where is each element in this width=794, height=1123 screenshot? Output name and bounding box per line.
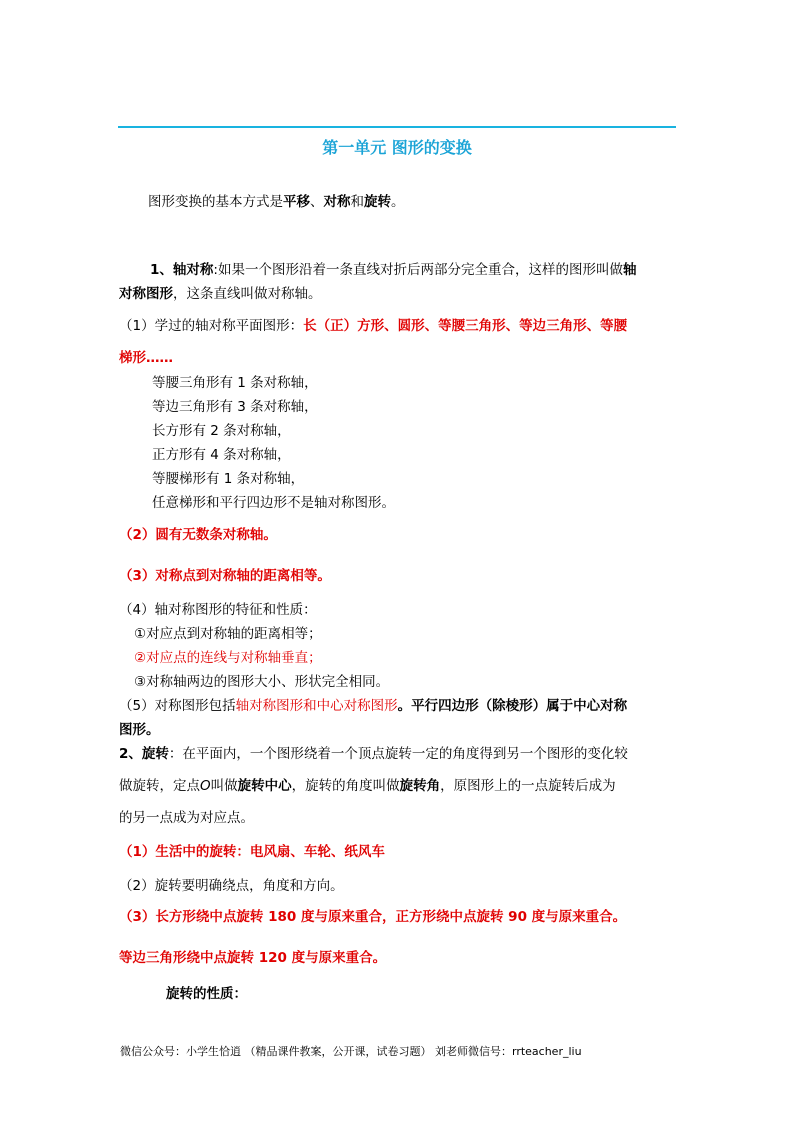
- symmetric-figures-note-cont: 图形。: [119, 722, 160, 738]
- axis-count-item: 等边三角形有 3 条对称轴，: [152, 399, 318, 415]
- rotation-requirements: （2）旋转要明确绕点，角度和方向。: [119, 878, 344, 894]
- axis-count-item: 正方形有 4 条对称轴，: [152, 447, 291, 463]
- symmetric-points-note: （3）对称点到对称轴的距离相等。: [119, 568, 331, 584]
- property-item: ③对称轴两边的图形大小、形状完全相同。: [134, 674, 390, 690]
- rotation-definition-cont: 做旋转，定点O叫做旋转中心，旋转的角度叫做旋转角，原图形上的一点旋转后成为: [119, 778, 616, 794]
- rotation-examples: （1）生活中的旋转：电风扇、车轮、纸风车: [119, 844, 385, 860]
- axis-count-item: 长方形有 2 条对称轴，: [152, 423, 291, 439]
- symmetric-figures-note: （5）对称图形包括轴对称图形和中心对称图形。平行四边形（除棱形）属于中心对称: [119, 698, 628, 714]
- axis-count-item: 等腰三角形有 1 条对称轴，: [152, 375, 318, 391]
- page-footer: 微信公众号：小学生恰逍 （精品课件教案，公开课，试卷习题） 刘老师微信号：rrteacher_liu: [120, 1045, 582, 1058]
- axis-count-item: 等腰梯形有 1 条对称轴，: [152, 471, 305, 487]
- axis-shapes-list: （1）学过的轴对称平面图形：长（正）方形、圆形、等腰三角形、等边三角形、等腰: [119, 318, 628, 334]
- page-title: 第一单元 图形的变换: [322, 138, 472, 157]
- rotation-properties-heading: 旋转的性质：: [166, 986, 247, 1002]
- property-item: ①对应点到对称轴的距离相等；: [134, 626, 322, 642]
- axis-count-item: 任意梯形和平行四边形不是轴对称图形。: [152, 495, 395, 511]
- properties-heading: （4）轴对称图形的特征和性质：: [119, 602, 317, 618]
- rotation-definition: 2、旋转：在平面内，一个图形绕着一个顶点旋转一定的角度得到另一个图形的变化较: [119, 746, 628, 762]
- rotation-overlap-note-cont: 等边三角形绕中点旋转 120 度与原来重合。: [119, 950, 387, 966]
- rotation-definition-end: 的另一点成为对应点。: [119, 810, 254, 826]
- rotation-overlap-note: （3）长方形绕中点旋转 180 度与原来重合，正方形绕中点旋转 90 度与原来重合。: [119, 909, 627, 925]
- property-item: ②对应点的连线与对称轴垂直；: [134, 650, 322, 666]
- axis-definition-cont: 对称图形，这条直线叫做对称轴。: [119, 286, 322, 302]
- axis-definition: 1、轴对称:如果一个图形沿着一条直线对折后两部分完全重合，这样的图形叫做轴: [150, 262, 637, 278]
- title-rule: [118, 126, 676, 128]
- axis-shapes-list-cont: 梯形……: [119, 350, 173, 366]
- circle-axes-note: （2）圆有无数条对称轴。: [119, 527, 277, 543]
- intro-paragraph: 图形变换的基本方式是平移、对称和旋转。: [148, 194, 405, 210]
